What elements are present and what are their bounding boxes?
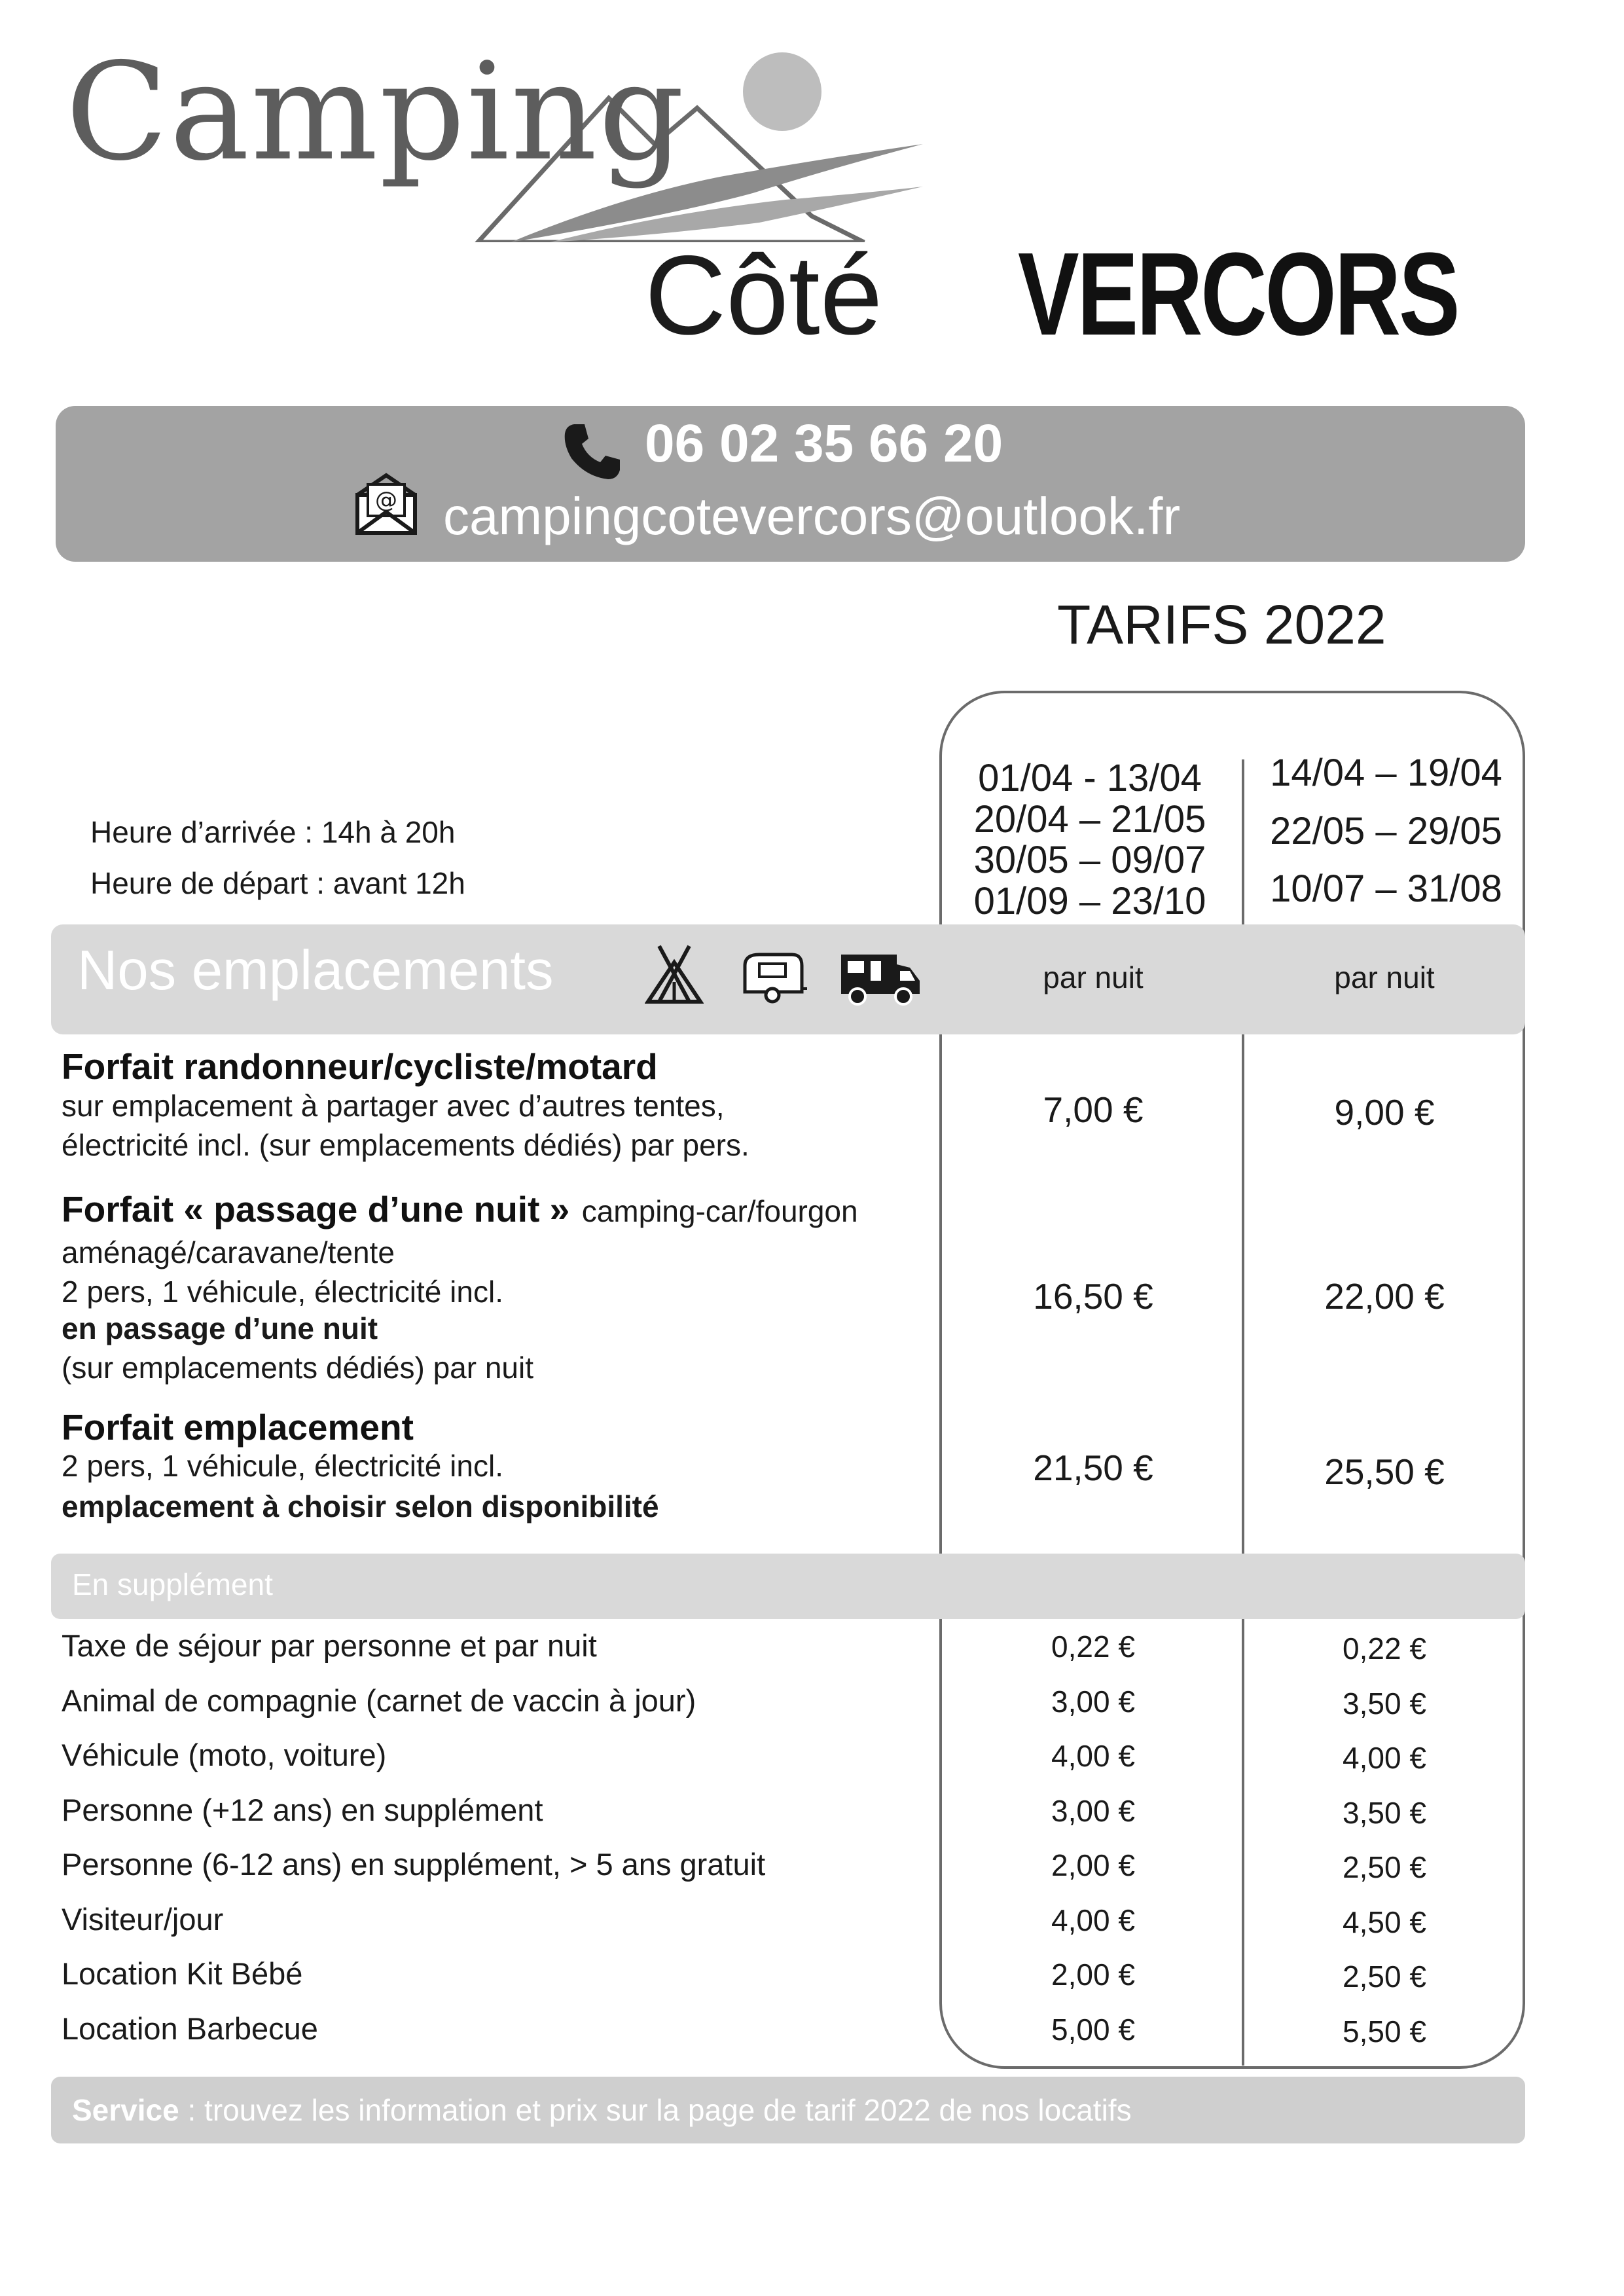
forfait-1-line-2: électricité incl. (sur emplacements dédiés) par pers. bbox=[62, 1128, 749, 1162]
period-high-season bbox=[1244, 753, 1528, 927]
forfait-3-line-2: emplacement à choisir selon disponibilité bbox=[62, 1489, 659, 1523]
period-high-3: 10/07 – 31/08 bbox=[1270, 867, 1502, 911]
supplement-row-price-high: 5,50 € bbox=[1343, 2014, 1426, 2049]
supplement-row-price-high: 2,50 € bbox=[1343, 1959, 1426, 1994]
logo-cote-text: Côté bbox=[645, 232, 883, 358]
period-low-3: 30/05 – 09/07 bbox=[973, 839, 1206, 882]
phone-icon bbox=[560, 419, 625, 484]
camping-car-icon bbox=[838, 948, 923, 1007]
forfait-title-3: Forfait emplacement bbox=[62, 1407, 414, 1448]
period-high-1: 14/04 – 19/04 bbox=[1270, 752, 1502, 794]
envelope-at-icon bbox=[353, 471, 419, 537]
logo-camping-text: Camping bbox=[65, 35, 686, 191]
forfait-title-2-suffix: camping-car/fourgon bbox=[581, 1194, 858, 1228]
supplement-row-price-high: 4,00 € bbox=[1343, 1741, 1426, 1775]
supplement-row-price-low: 3,00 € bbox=[1051, 1685, 1135, 1719]
forfait-1-line-1: sur emplacement à partager avec d’autres tentes, bbox=[62, 1089, 725, 1123]
supplement-title: En supplément bbox=[72, 1567, 273, 1601]
tent-icon bbox=[645, 943, 704, 1005]
supplement-row-price-low: 4,00 € bbox=[1051, 1739, 1135, 1773]
phone-number[interactable]: 06 02 35 66 20 bbox=[645, 414, 1003, 473]
svg-text:@: @ bbox=[375, 487, 397, 513]
supplement-row-price-low: 3,00 € bbox=[1051, 1794, 1135, 1828]
supplement-row-label: Visiteur/jour bbox=[62, 1902, 224, 1937]
forfait-2-price-high: 22,00 € bbox=[1324, 1276, 1445, 1317]
forfait-3-price-high: 25,50 € bbox=[1324, 1451, 1445, 1492]
supplement-row-label: Location Kit Bébé bbox=[62, 1956, 303, 1991]
period-high-2: 22/05 – 29/05 bbox=[1270, 809, 1502, 852]
service-label: Service bbox=[72, 2093, 179, 2127]
supplement-row-price-low: 4,00 € bbox=[1051, 1903, 1135, 1937]
departure-time: Heure de départ : avant 12h bbox=[90, 866, 465, 900]
forfait-2-line-3: en passage d’une nuit bbox=[62, 1311, 378, 1345]
supplement-row-price-low: 2,00 € bbox=[1051, 1848, 1135, 1882]
page-title: TARIFS 2022 bbox=[1057, 594, 1386, 655]
forfait-2-line-4: (sur emplacements dédiés) par nuit bbox=[62, 1351, 533, 1385]
forfait-2-line-2: 2 pers, 1 véhicule, électricité incl. bbox=[62, 1275, 503, 1309]
email-address[interactable]: campingcotevercors@outlook.fr bbox=[443, 487, 1181, 545]
supplement-row-price-high: 2,50 € bbox=[1343, 1850, 1426, 1884]
supplement-row-price-low: 0,22 € bbox=[1051, 1630, 1135, 1664]
supplement-row-price-high: 3,50 € bbox=[1343, 1796, 1426, 1830]
caravan-icon bbox=[740, 949, 808, 1005]
forfait-2-price-low: 16,50 € bbox=[1033, 1276, 1153, 1317]
forfait-3-price-low: 21,50 € bbox=[1033, 1448, 1153, 1488]
forfait-2-line-1: aménagé/caravane/tente bbox=[62, 1235, 395, 1269]
service-note bbox=[72, 2095, 1132, 2125]
period-low-2: 20/04 – 21/05 bbox=[973, 797, 1206, 841]
supplement-row-price-high: 4,50 € bbox=[1343, 1905, 1426, 1939]
supplement-row-label: Animal de compagnie (carnet de vaccin à jour) bbox=[62, 1683, 696, 1718]
forfait-1-price-low: 7,00 € bbox=[1043, 1089, 1144, 1130]
forfait-3-line-1: 2 pers, 1 véhicule, électricité incl. bbox=[62, 1449, 503, 1483]
supplement-row-label: Personne (+12 ans) en supplément bbox=[62, 1793, 543, 1827]
arrival-time: Heure d’arrivée : 14h à 20h bbox=[90, 815, 456, 849]
supplement-row-price-high: 0,22 € bbox=[1343, 1631, 1426, 1666]
supplement-row-label: Location Barbecue bbox=[62, 2011, 318, 2046]
forfait-title-2: Forfait « passage d’une nuit » bbox=[62, 1189, 570, 1230]
period-low-season bbox=[936, 758, 1244, 922]
supplement-row-label: Personne (6-12 ans) en supplément, > 5 ans gratuit bbox=[62, 1847, 766, 1882]
service-text: : trouvez les information et prix sur la page de tarif 2022 de nos locatifs bbox=[179, 2093, 1132, 2127]
period-low-4: 01/09 – 23/10 bbox=[973, 879, 1206, 922]
supplement-row-price-low: 2,00 € bbox=[1051, 1958, 1135, 1992]
per-night-high-label: par nuit bbox=[1334, 960, 1435, 994]
period-low-1: 01/04 - 13/04 bbox=[978, 757, 1202, 799]
forfait-1-price-high: 9,00 € bbox=[1334, 1092, 1435, 1133]
supplement-row-price-low: 5,00 € bbox=[1051, 2013, 1135, 2047]
supplement-row-price-high: 3,50 € bbox=[1343, 1686, 1426, 1721]
forfait-title-1: Forfait randonneur/cycliste/motard bbox=[62, 1046, 658, 1087]
supplement-row-label: Véhicule (moto, voiture) bbox=[62, 1738, 387, 1772]
per-night-low-label: par nuit bbox=[1043, 960, 1144, 994]
forfait-title-row-2 bbox=[62, 1189, 858, 1230]
supplement-row-label: Taxe de séjour par personne et par nuit bbox=[62, 1628, 597, 1663]
emplacements-title: Nos emplacements bbox=[77, 939, 554, 1002]
logo-vercors-text: VERCORS bbox=[1018, 228, 1458, 360]
